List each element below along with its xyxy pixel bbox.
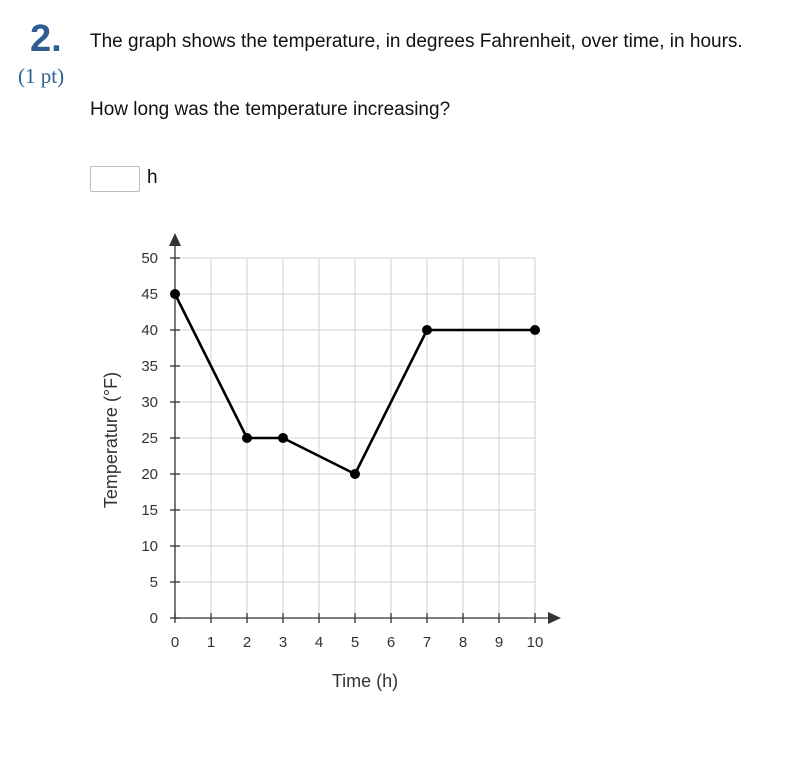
x-axis-arrow [548,612,561,624]
question-text: How long was the temperature increasing? [90,99,451,120]
y-tick-label: 15 [141,502,158,519]
x-tick-label: 8 [458,634,468,651]
data-point [278,433,288,443]
question-prompt: The graph shows the temperature, in degrees Fahrenheit, over time, in hours. [90,31,743,52]
question-points: (1 pt) [18,64,65,88]
y-tick-label: 50 [141,250,158,267]
data-point [530,325,540,335]
x-tick-label: 9 [494,634,504,651]
y-tick-label: 5 [149,574,158,591]
x-tick-label: 2 [242,634,252,651]
y-tick-label: 25 [141,430,158,447]
data-point [242,433,252,443]
x-tick-label: 0 [170,634,180,651]
x-tick-label: 7 [422,634,432,651]
data-point [170,289,180,299]
x-tick-label: 6 [386,634,396,651]
data-point [350,469,360,479]
x-tick-label: 10 [526,634,544,651]
y-axis-arrow [169,233,181,246]
x-tick-label: 1 [206,634,216,651]
y-tick-label: 35 [141,358,158,375]
y-tick-label: 20 [141,466,158,483]
x-tick-label: 4 [314,634,324,651]
y-tick-label: 10 [141,538,158,555]
answer-unit: h [147,167,158,188]
question-number: 2. [30,18,62,60]
data-point [422,325,432,335]
y-tick-label: 0 [149,610,158,627]
y-tick-label: 40 [141,322,158,339]
x-tick-label: 3 [278,634,288,651]
x-axis-title: Time (h) [331,671,399,691]
x-tick-label: 5 [350,634,360,651]
y-axis-title: Temperature (°F) [101,371,121,509]
y-tick-label: 45 [141,286,158,303]
y-tick-label: 30 [141,394,158,411]
